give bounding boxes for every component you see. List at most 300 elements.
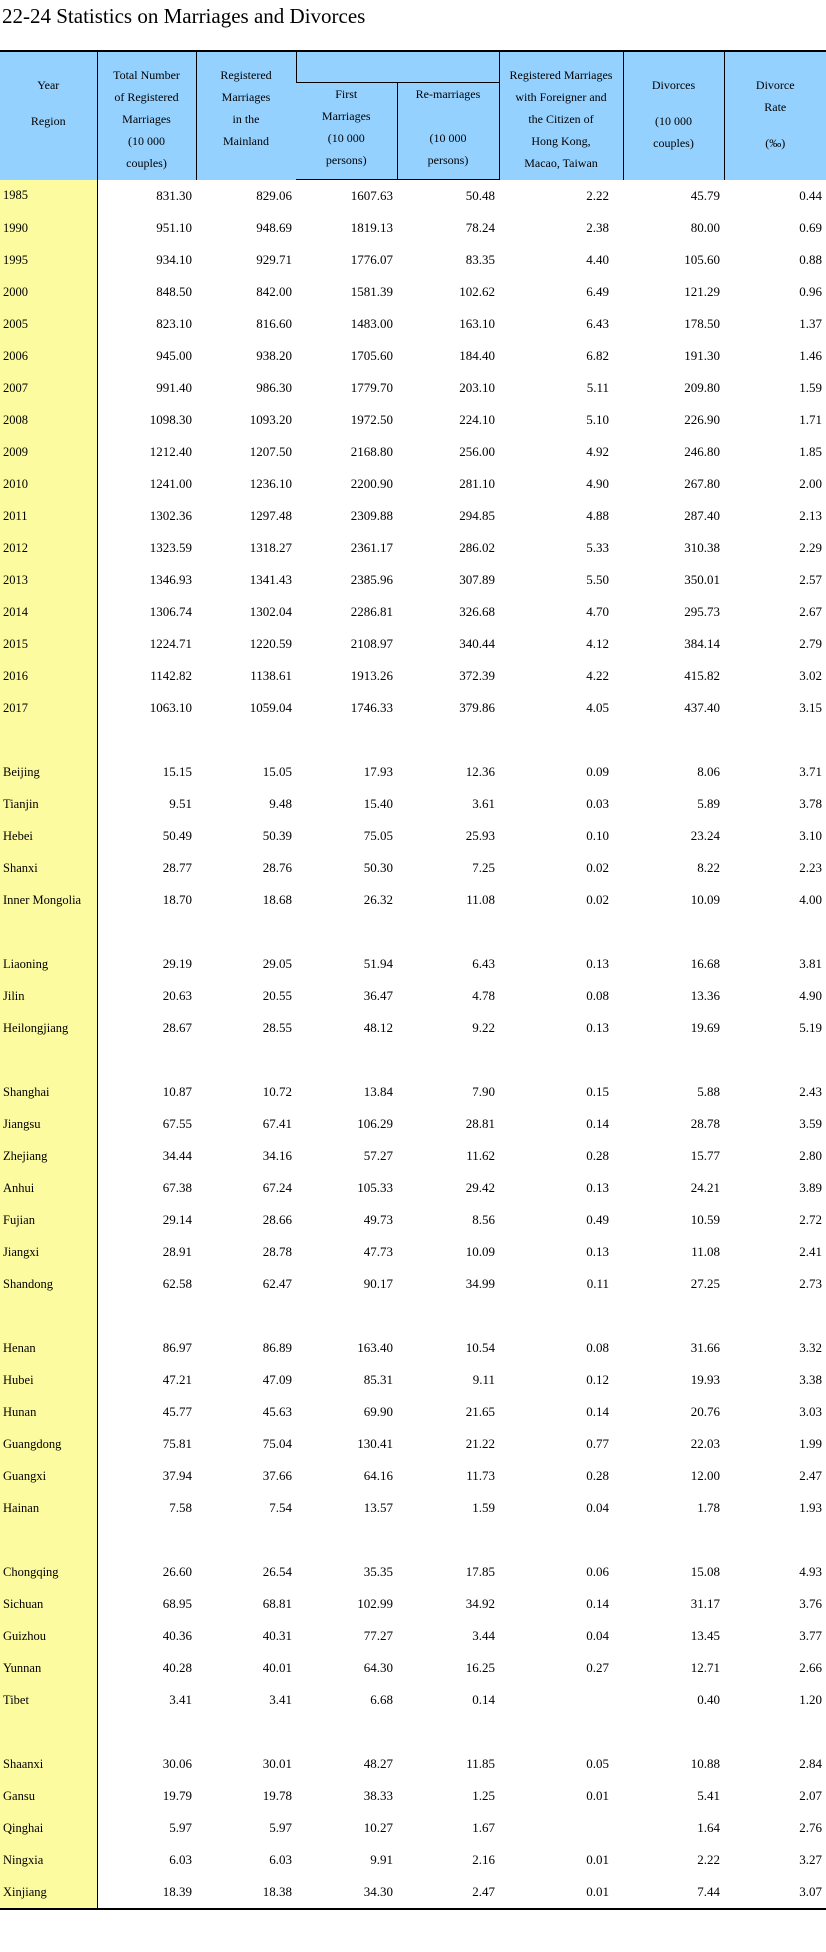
mainland-marriages-cell: 62.47 <box>262 1276 292 1291</box>
divorce-rate-cell: 0.69 <box>799 220 822 235</box>
table-row <box>0 1620 826 1652</box>
spacer-cell <box>0 1716 97 1748</box>
divorce-rate-cell: 4.00 <box>799 892 822 907</box>
row-label-cell: 2014 <box>0 596 97 628</box>
remarriages-cell: 102.62 <box>459 284 495 299</box>
total-marriages-cell: 47.21 <box>162 1372 192 1387</box>
first-marriages-cell: 106.29 <box>357 1116 393 1131</box>
divorce-rate-cell: 2.84 <box>799 1756 822 1771</box>
remarriages-cell: 17.85 <box>465 1564 495 1579</box>
remarriages-cell: 11.62 <box>466 1148 495 1163</box>
table-row <box>0 1460 826 1492</box>
remarriages-cell: 203.10 <box>459 380 495 395</box>
table-row <box>0 1012 826 1044</box>
divorces-cell: 22.03 <box>690 1436 720 1451</box>
total-marriages-cell: 1323.59 <box>149 540 192 555</box>
foreign-marriages-cell: 0.03 <box>586 796 609 811</box>
table-row <box>0 1748 826 1780</box>
total-marriages-cell: 1224.71 <box>149 636 192 651</box>
divorce-rate-cell: 2.07 <box>799 1788 822 1803</box>
divorce-rate-cell: 2.00 <box>799 476 822 491</box>
row-label-cell: Hubei <box>0 1364 97 1396</box>
header-foreign-marriages <box>499 51 623 180</box>
row-label-cell: Henan <box>0 1332 97 1364</box>
table-row <box>0 1876 826 1909</box>
foreign-marriages-cell: 0.12 <box>586 1372 609 1387</box>
first-marriages-cell: 50.30 <box>363 860 393 875</box>
row-label-cell: Inner Mongolia <box>0 884 97 916</box>
first-marriages-cell: 36.47 <box>363 988 393 1003</box>
first-marriages-cell: 2385.96 <box>350 572 393 587</box>
mainland-marriages-cell: 829.06 <box>256 187 292 203</box>
header-text: persons) <box>427 153 469 167</box>
remarriages-cell: 11.73 <box>466 1468 495 1483</box>
divorces-cell: 178.50 <box>684 316 720 331</box>
spacer-cell <box>0 1300 97 1332</box>
foreign-marriages-cell: 0.02 <box>586 892 609 907</box>
table-row <box>0 1396 826 1428</box>
remarriages-cell: 9.11 <box>472 1372 495 1387</box>
divorces-cell: 350.01 <box>684 572 720 587</box>
header-year: Year <box>37 78 60 92</box>
remarriages-cell: 12.36 <box>465 764 495 779</box>
mainland-marriages-cell: 1318.27 <box>249 540 292 555</box>
divorce-rate-cell: 3.07 <box>724 1876 826 1909</box>
first-marriages-cell: 130.41 <box>357 1436 393 1451</box>
divorce-rate-cell: 2.47 <box>799 1468 822 1483</box>
mainland-marriages-cell: 86.89 <box>262 1340 292 1355</box>
divorce-rate-cell: 1.99 <box>799 1436 822 1451</box>
divorce-rate-cell: 3.59 <box>799 1116 822 1131</box>
table-row <box>0 468 826 500</box>
first-marriages-cell: 51.94 <box>363 956 393 971</box>
first-marriages-cell: 75.05 <box>363 828 393 843</box>
first-marriages-cell: 105.33 <box>357 1180 393 1195</box>
mainland-marriages-cell: 1302.04 <box>249 604 292 619</box>
divorces-cell: 16.68 <box>690 956 720 971</box>
divorces-cell: 105.60 <box>684 252 720 267</box>
header-total-marriages <box>97 51 196 180</box>
mainland-marriages-cell: 842.00 <box>256 284 292 299</box>
remarriages-cell: 163.10 <box>459 316 495 331</box>
row-label-cell: Anhui <box>0 1172 97 1204</box>
mainland-marriages-cell: 67.24 <box>262 1180 292 1195</box>
mainland-marriages-cell: 1207.50 <box>249 444 292 459</box>
divorce-rate-cell: 3.89 <box>799 1180 822 1195</box>
mainland-marriages-cell: 47.09 <box>262 1372 292 1387</box>
spacer-cell <box>296 1300 397 1332</box>
group-spacer <box>0 1716 826 1748</box>
header-text: Divorce <box>755 78 795 92</box>
first-marriages-cell: 35.35 <box>363 1564 393 1579</box>
divorces-cell: 1.78 <box>697 1500 720 1515</box>
spacer-cell <box>196 1044 296 1076</box>
row-label-cell: Sichuan <box>0 1588 97 1620</box>
divorces-cell: 8.22 <box>697 860 720 875</box>
divorces-cell: 5.89 <box>697 796 720 811</box>
divorce-rate-cell: 2.23 <box>799 860 822 875</box>
mainland-marriages-cell: 28.76 <box>262 860 292 875</box>
remarriages-cell: 1.25 <box>472 1788 495 1803</box>
table-header <box>0 51 826 180</box>
header-text: Marriages <box>221 90 271 104</box>
table-row <box>0 1140 826 1172</box>
first-marriages-cell: 47.73 <box>363 1244 393 1259</box>
spacer-cell <box>296 916 397 948</box>
row-label-cell: 2012 <box>0 532 97 564</box>
divorces-cell: 246.80 <box>684 444 720 459</box>
foreign-marriages-cell: 0.28 <box>586 1148 609 1163</box>
table-row <box>0 1268 826 1300</box>
spacer-cell <box>623 916 724 948</box>
table-row <box>0 756 826 788</box>
group-spacer <box>0 1300 826 1332</box>
divorce-rate-cell: 2.73 <box>799 1276 822 1291</box>
divorce-rate-cell: 1.93 <box>799 1500 822 1515</box>
spacer-cell <box>196 1716 296 1748</box>
row-label-cell: Jiangxi <box>0 1236 97 1268</box>
foreign-marriages-cell: 0.13 <box>586 1180 609 1195</box>
divorce-rate-cell: 3.02 <box>799 668 822 683</box>
foreign-marriages-cell: 5.11 <box>586 380 609 395</box>
spacer-cell <box>196 724 296 756</box>
divorce-rate-cell: 4.93 <box>799 1564 822 1579</box>
mainland-marriages-cell: 28.78 <box>262 1244 292 1259</box>
header-text: Hong Kong, <box>531 134 591 148</box>
spacer-cell <box>0 1524 97 1556</box>
statistics-table <box>0 50 826 1910</box>
divorce-rate-cell: 3.27 <box>799 1852 822 1867</box>
divorce-rate-cell: 0.96 <box>799 284 822 299</box>
spacer-cell <box>623 724 724 756</box>
table-row <box>0 820 826 852</box>
total-marriages-cell: 1346.93 <box>149 572 192 587</box>
divorces-cell: 80.00 <box>690 220 720 235</box>
spacer-cell <box>196 1524 296 1556</box>
divorces-cell: 27.25 <box>690 1276 720 1291</box>
first-marriages-cell: 1779.70 <box>350 380 393 395</box>
total-marriages-cell: 1063.10 <box>149 700 192 715</box>
first-marriages-cell: 13.84 <box>363 1084 393 1099</box>
divorce-rate-cell: 3.15 <box>799 700 822 715</box>
first-marriages-cell: 2200.90 <box>350 476 393 491</box>
table-row <box>0 628 826 660</box>
divorces-cell: 24.21 <box>690 1180 720 1195</box>
divorces-cell: 267.80 <box>684 476 720 491</box>
divorces-cell: 415.82 <box>684 668 720 683</box>
header-year-region <box>0 51 97 180</box>
table-row <box>0 1108 826 1140</box>
total-marriages-cell: 67.38 <box>162 1180 192 1195</box>
divorce-rate-cell: 2.79 <box>799 636 822 651</box>
first-marriages-cell: 17.93 <box>363 764 393 779</box>
first-marriages-cell: 48.27 <box>363 1756 393 1771</box>
divorce-rate-cell: 1.20 <box>799 1692 822 1707</box>
divorces-cell: 15.08 <box>690 1564 720 1579</box>
row-label-cell: Tibet <box>0 1684 97 1716</box>
spacer-cell <box>499 1300 623 1332</box>
spacer-cell <box>296 1716 397 1748</box>
total-marriages-cell: 934.10 <box>156 252 192 267</box>
divorce-rate-cell: 3.76 <box>799 1596 822 1611</box>
mainland-marriages-cell: 1297.48 <box>249 508 292 523</box>
total-marriages-cell: 30.06 <box>162 1756 192 1771</box>
mainland-marriages-cell: 3.41 <box>269 1692 292 1707</box>
mainland-marriages-cell: 1220.59 <box>249 636 292 651</box>
foreign-marriages-cell: 0.08 <box>586 988 609 1003</box>
divorces-cell: 45.79 <box>690 187 720 203</box>
mainland-marriages-cell: 68.81 <box>262 1596 292 1611</box>
foreign-marriages-cell: 0.27 <box>586 1660 609 1675</box>
spacer-cell <box>397 1044 499 1076</box>
table-row <box>0 1236 826 1268</box>
remarriages-cell: 10.54 <box>465 1340 495 1355</box>
table-row <box>0 692 826 724</box>
divorces-cell: 2.22 <box>697 1852 720 1867</box>
row-label-cell: 1995 <box>0 244 97 276</box>
divorces-cell: 28.78 <box>690 1116 720 1131</box>
remarriages-cell: 8.56 <box>472 1212 495 1227</box>
spacer-cell <box>397 724 499 756</box>
spacer-cell <box>296 1524 397 1556</box>
spacer-cell <box>397 1300 499 1332</box>
remarriages-cell: 7.90 <box>472 1084 495 1099</box>
mainland-marriages-cell: 1236.10 <box>249 476 292 491</box>
header-text: (‰) <box>765 136 786 150</box>
remarriages-cell: 11.08 <box>466 892 495 907</box>
mainland-marriages-cell: 6.03 <box>269 1852 292 1867</box>
row-label-cell: 2016 <box>0 660 97 692</box>
total-marriages-cell: 86.97 <box>162 1340 192 1355</box>
foreign-marriages-cell: 0.06 <box>586 1564 609 1579</box>
divorces-cell: 226.90 <box>684 412 720 427</box>
first-marriages-cell: 57.27 <box>363 1148 393 1163</box>
header-text: Registered Marriages <box>509 68 613 82</box>
total-marriages-cell: 823.10 <box>156 316 192 331</box>
first-marriages-cell: 6.68 <box>370 1692 393 1707</box>
table-row <box>0 532 826 564</box>
remarriages-cell: 29.42 <box>465 1180 495 1195</box>
remarriages-cell: 83.35 <box>465 252 495 267</box>
table-row <box>0 1332 826 1364</box>
mainland-marriages-cell: 1138.61 <box>250 668 292 683</box>
table-row <box>0 980 826 1012</box>
first-marriages-cell: 1776.07 <box>350 252 393 267</box>
row-label-cell: Liaoning <box>0 948 97 980</box>
spacer-cell <box>623 1716 724 1748</box>
foreign-marriages-cell: 0.11 <box>586 1276 609 1291</box>
first-marriages-cell: 1819.13 <box>350 220 393 235</box>
spacer-cell <box>724 916 826 948</box>
row-label-cell: 2015 <box>0 628 97 660</box>
foreign-marriages-cell: 0.15 <box>586 1084 609 1099</box>
header-text: couples) <box>126 156 167 170</box>
divorces-cell: 12.00 <box>690 1468 720 1483</box>
mainland-marriages-cell: 986.30 <box>256 380 292 395</box>
table-row <box>0 180 826 213</box>
first-marriages-cell: 90.17 <box>363 1276 393 1291</box>
header-text: First <box>335 87 358 101</box>
divorces-cell: 7.44 <box>623 1876 724 1909</box>
spacer-cell <box>196 1300 296 1332</box>
foreign-marriages-cell: 6.43 <box>586 316 609 331</box>
remarriages-cell: 7.25 <box>472 860 495 875</box>
divorce-rate-cell: 2.13 <box>799 508 822 523</box>
header-text: (10 000 <box>429 131 467 145</box>
divorces-cell: 31.66 <box>690 1340 720 1355</box>
spacer-cell <box>499 916 623 948</box>
divorces-cell: 11.08 <box>691 1244 720 1259</box>
row-label-cell: Jilin <box>0 980 97 1012</box>
spacer-cell <box>97 1300 196 1332</box>
table-row <box>0 244 826 276</box>
foreign-marriages-cell: 0.04 <box>586 1500 609 1515</box>
remarriages-cell: 184.40 <box>459 348 495 363</box>
header-text: Rate <box>764 100 787 114</box>
mainland-marriages-cell: 30.01 <box>262 1756 292 1771</box>
total-marriages-cell: 28.77 <box>162 860 192 875</box>
mainland-marriages-cell: 1093.20 <box>249 412 292 427</box>
mainland-marriages-cell: 40.01 <box>262 1660 292 1675</box>
row-label-cell: Chongqing <box>0 1556 97 1588</box>
remarriages-cell: 372.39 <box>459 668 495 683</box>
page-title: 22-24 Statistics on Marriages and Divorces <box>2 4 366 28</box>
first-marriages-cell: 64.16 <box>363 1468 393 1483</box>
table-row <box>0 1812 826 1844</box>
row-label-cell: 1990 <box>0 212 97 244</box>
divorce-rate-cell: 0.44 <box>799 187 822 203</box>
total-marriages-cell: 1142.82 <box>150 668 192 683</box>
mainland-marriages-cell: 7.54 <box>269 1500 292 1515</box>
foreign-marriages-cell: 0.02 <box>586 860 609 875</box>
divorce-rate-cell: 3.81 <box>799 956 822 971</box>
mainland-marriages-cell: 50.39 <box>262 828 292 843</box>
first-marriages-cell: 10.27 <box>363 1820 393 1835</box>
first-marriages-cell: 1607.63 <box>350 188 393 203</box>
header-region: Region <box>30 114 66 128</box>
divorces-cell: 384.14 <box>684 636 720 651</box>
mainland-marriages-cell: 20.55 <box>262 988 292 1003</box>
divorces-cell: 295.73 <box>684 604 720 619</box>
row-label-cell: Guizhou <box>0 1620 97 1652</box>
remarriages-cell: 21.65 <box>465 1404 495 1419</box>
total-marriages-cell: 3.41 <box>169 1692 192 1707</box>
header-text: Mainland <box>223 134 269 148</box>
row-label-cell: 2010 <box>0 468 97 500</box>
divorces-cell: 5.41 <box>697 1788 720 1803</box>
divorces-cell: 0.40 <box>697 1692 720 1707</box>
table-row <box>0 340 826 372</box>
divorce-rate-cell: 2.66 <box>799 1660 822 1675</box>
total-marriages-cell: 18.70 <box>162 892 192 907</box>
remarriages-cell: 286.02 <box>459 540 495 555</box>
remarriages-cell: 34.92 <box>465 1596 495 1611</box>
row-label-cell: Zhejiang <box>0 1140 97 1172</box>
foreign-marriages-cell: 5.10 <box>586 412 609 427</box>
mainland-marriages-cell: 40.31 <box>262 1628 292 1643</box>
first-marriages-cell: 2108.97 <box>350 636 393 651</box>
divorce-rate-cell: 5.19 <box>799 1020 822 1035</box>
total-marriages-cell: 34.44 <box>162 1148 192 1163</box>
divorce-rate-cell: 3.10 <box>799 828 822 843</box>
divorces-cell: 1.64 <box>697 1820 720 1835</box>
row-label-cell: Fujian <box>0 1204 97 1236</box>
table-row <box>0 1204 826 1236</box>
foreign-marriages-cell: 4.12 <box>586 636 609 651</box>
mainland-marriages-cell: 45.63 <box>262 1404 292 1419</box>
header-divorce-rate <box>724 51 826 180</box>
group-spacer <box>0 1044 826 1076</box>
remarriages-cell: 34.99 <box>465 1276 495 1291</box>
total-marriages-cell: 20.63 <box>162 988 192 1003</box>
row-label-cell: Jiangsu <box>0 1108 97 1140</box>
foreign-marriages-cell: 4.70 <box>586 604 609 619</box>
divorces-cell: 5.88 <box>697 1084 720 1099</box>
remarriages-cell: 281.10 <box>459 476 495 491</box>
header-text: with Foreigner and <box>515 90 607 104</box>
divorce-rate-cell: 2.29 <box>799 540 822 555</box>
divorce-rate-cell: 1.71 <box>799 412 822 427</box>
remarriages-cell: 326.68 <box>459 604 495 619</box>
first-marriages-cell: 1972.50 <box>350 412 393 427</box>
first-marriages-cell: 49.73 <box>363 1212 393 1227</box>
table-row <box>0 404 826 436</box>
remarriages-cell: 16.25 <box>465 1660 495 1675</box>
row-label-cell: 2007 <box>0 372 97 404</box>
foreign-marriages-cell: 2.22 <box>586 187 609 203</box>
row-label-cell: 2005 <box>0 308 97 340</box>
spacer-cell <box>296 1044 397 1076</box>
mainland-marriages-cell: 816.60 <box>256 316 292 331</box>
divorces-cell: 437.40 <box>684 700 720 715</box>
row-label-cell: Hunan <box>0 1396 97 1428</box>
remarriages-cell: 256.00 <box>459 444 495 459</box>
remarriages-cell: 0.14 <box>472 1692 495 1707</box>
table-row <box>0 1844 826 1876</box>
table-row <box>0 1684 826 1716</box>
total-marriages-cell: 5.97 <box>169 1820 192 1835</box>
header-text: couples) <box>653 136 694 150</box>
first-marriages-cell: 1581.39 <box>350 284 393 299</box>
foreign-marriages-cell: 0.04 <box>586 1628 609 1643</box>
spacer-cell <box>724 1524 826 1556</box>
divorce-rate-cell: 3.32 <box>799 1340 822 1355</box>
foreign-marriages-cell: 0.01 <box>499 1876 623 1909</box>
header-text: the Citizen of <box>528 112 594 126</box>
foreign-marriages-cell: 0.09 <box>586 764 609 779</box>
table-row <box>0 1428 826 1460</box>
header-text: Marriages <box>122 112 171 126</box>
spacer-cell <box>97 724 196 756</box>
spacer-cell <box>97 1716 196 1748</box>
row-label-cell: Guangdong <box>0 1428 97 1460</box>
table-row <box>0 372 826 404</box>
header-text: Macao, Taiwan <box>524 156 598 170</box>
divorce-rate-cell: 4.90 <box>799 988 822 1003</box>
first-marriages-cell: 48.12 <box>363 1020 393 1035</box>
row-label-cell: Shanxi <box>0 852 97 884</box>
divorces-cell: 121.29 <box>684 284 720 299</box>
header-first-marriages <box>296 83 397 180</box>
row-label-cell: Hebei <box>0 820 97 852</box>
remarriages-cell: 2.47 <box>397 1876 499 1909</box>
mainland-marriages-cell: 19.78 <box>262 1788 292 1803</box>
spacer-cell <box>0 916 97 948</box>
first-marriages-cell: 77.27 <box>363 1628 393 1643</box>
spacer-cell <box>397 916 499 948</box>
total-marriages-cell: 45.77 <box>162 1404 192 1419</box>
mainland-marriages-cell: 9.48 <box>269 796 292 811</box>
